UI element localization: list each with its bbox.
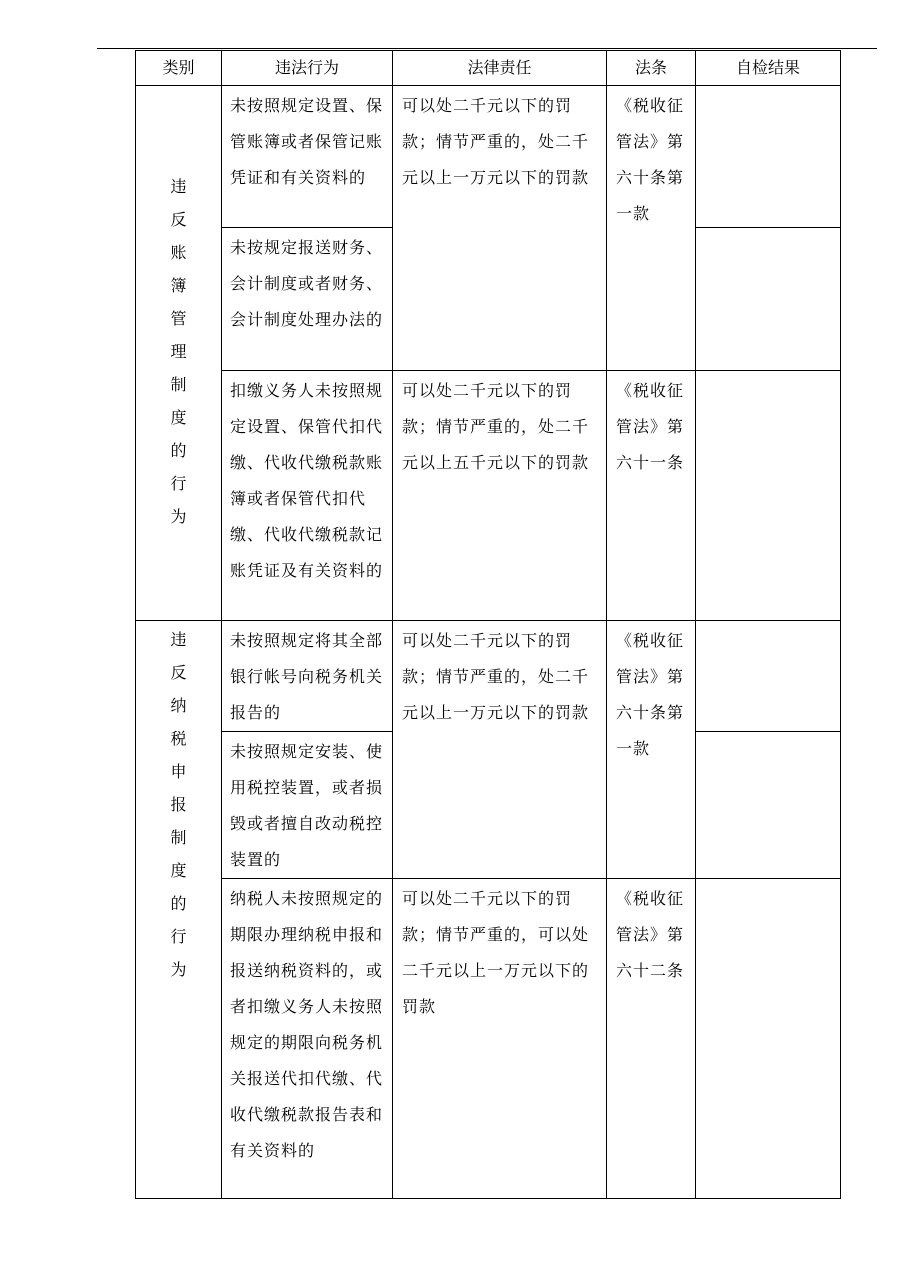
category-char: 申 bbox=[170, 762, 187, 781]
table-row bbox=[136, 371, 841, 621]
category-char: 反 bbox=[170, 663, 187, 682]
category-char: 管 bbox=[170, 309, 187, 328]
header-liability: 法律责任 bbox=[393, 51, 607, 86]
article-cell: 《税收征管法》第六十条第一款 bbox=[607, 621, 696, 879]
result-cell[interactable] bbox=[696, 371, 841, 621]
category-char: 制 bbox=[170, 375, 187, 394]
result-cell[interactable] bbox=[696, 86, 841, 228]
result-cell[interactable] bbox=[696, 732, 841, 879]
liability-cell: 可以处二千元以下的罚款；情节严重的，可以处二千元以上一万元以下的罚款 bbox=[393, 879, 607, 1199]
category-char: 的 bbox=[170, 441, 187, 460]
category-char: 为 bbox=[170, 960, 187, 979]
liability-cell: 可以处二千元以下的罚款；情节严重的，处二千元以上一万元以下的罚款 bbox=[393, 86, 607, 371]
header-row bbox=[136, 51, 841, 86]
article-cell: 《税收征管法》第六十条第一款 bbox=[607, 86, 696, 371]
header-article: 法条 bbox=[607, 51, 696, 86]
category-char: 纳 bbox=[170, 696, 187, 715]
category-char: 为 bbox=[170, 507, 187, 526]
violation-cell: 未按规定报送财务、会计制度或者财务、会计制度处理办法的 bbox=[222, 228, 393, 371]
article-cell: 《税收征管法》第六十二条 bbox=[607, 879, 696, 1199]
table-row bbox=[136, 879, 841, 1199]
category-label-2 bbox=[136, 621, 221, 986]
header-result: 自检结果 bbox=[696, 51, 841, 86]
header-violation: 违法行为 bbox=[222, 51, 393, 86]
category-char: 账 bbox=[170, 243, 187, 262]
liability-cell: 可以处二千元以下的罚款；情节严重的，处二千元以上五千元以下的罚款 bbox=[393, 371, 607, 621]
table-row bbox=[136, 86, 841, 228]
category-char: 的 bbox=[170, 894, 187, 913]
top-rule bbox=[97, 48, 877, 49]
category-label-1 bbox=[136, 86, 221, 533]
category-char: 违 bbox=[170, 177, 187, 196]
category-char: 度 bbox=[170, 861, 187, 880]
result-cell[interactable] bbox=[696, 228, 841, 371]
result-cell[interactable] bbox=[696, 879, 841, 1199]
category-char: 度 bbox=[170, 408, 187, 427]
category-char: 税 bbox=[170, 729, 187, 748]
category-char: 制 bbox=[170, 828, 187, 847]
table-row bbox=[136, 621, 841, 732]
category-char: 违 bbox=[170, 630, 187, 649]
category-cell bbox=[136, 86, 222, 621]
violation-cell: 未按照规定安装、使用税控装置，或者损毁或者擅自改动税控装置的 bbox=[222, 732, 393, 879]
category-char: 簿 bbox=[170, 276, 187, 295]
category-char: 行 bbox=[170, 927, 187, 946]
header-category: 类别 bbox=[136, 51, 222, 86]
category-char: 报 bbox=[170, 795, 187, 814]
violation-cell: 未按照规定将其全部银行帐号向税务机关报告的 bbox=[222, 621, 393, 732]
violation-cell: 纳税人未按照规定的期限办理纳税申报和报送纳税资料的，或者扣缴义务人未按照规定的期限向税务机关报送代扣代缴、代收代缴税款报告表和有关资料的 bbox=[222, 879, 393, 1199]
category-char: 行 bbox=[170, 474, 187, 493]
result-cell[interactable] bbox=[696, 621, 841, 732]
category-char: 理 bbox=[170, 342, 187, 361]
violation-cell: 未按照规定设置、保管账簿或者保管记账凭证和有关资料的 bbox=[222, 86, 393, 228]
category-char: 反 bbox=[170, 210, 187, 229]
violation-cell: 扣缴义务人未按照规定设置、保管代扣代缴、代收代缴税款账簿或者保管代扣代缴、代收代缴税款记账凭证及有关资料的 bbox=[222, 371, 393, 621]
liability-cell: 可以处二千元以下的罚款；情节严重的，处二千元以上一万元以下的罚款 bbox=[393, 621, 607, 879]
violation-table bbox=[135, 50, 841, 1199]
category-cell bbox=[136, 621, 222, 1199]
article-cell: 《税收征管法》第六十一条 bbox=[607, 371, 696, 621]
